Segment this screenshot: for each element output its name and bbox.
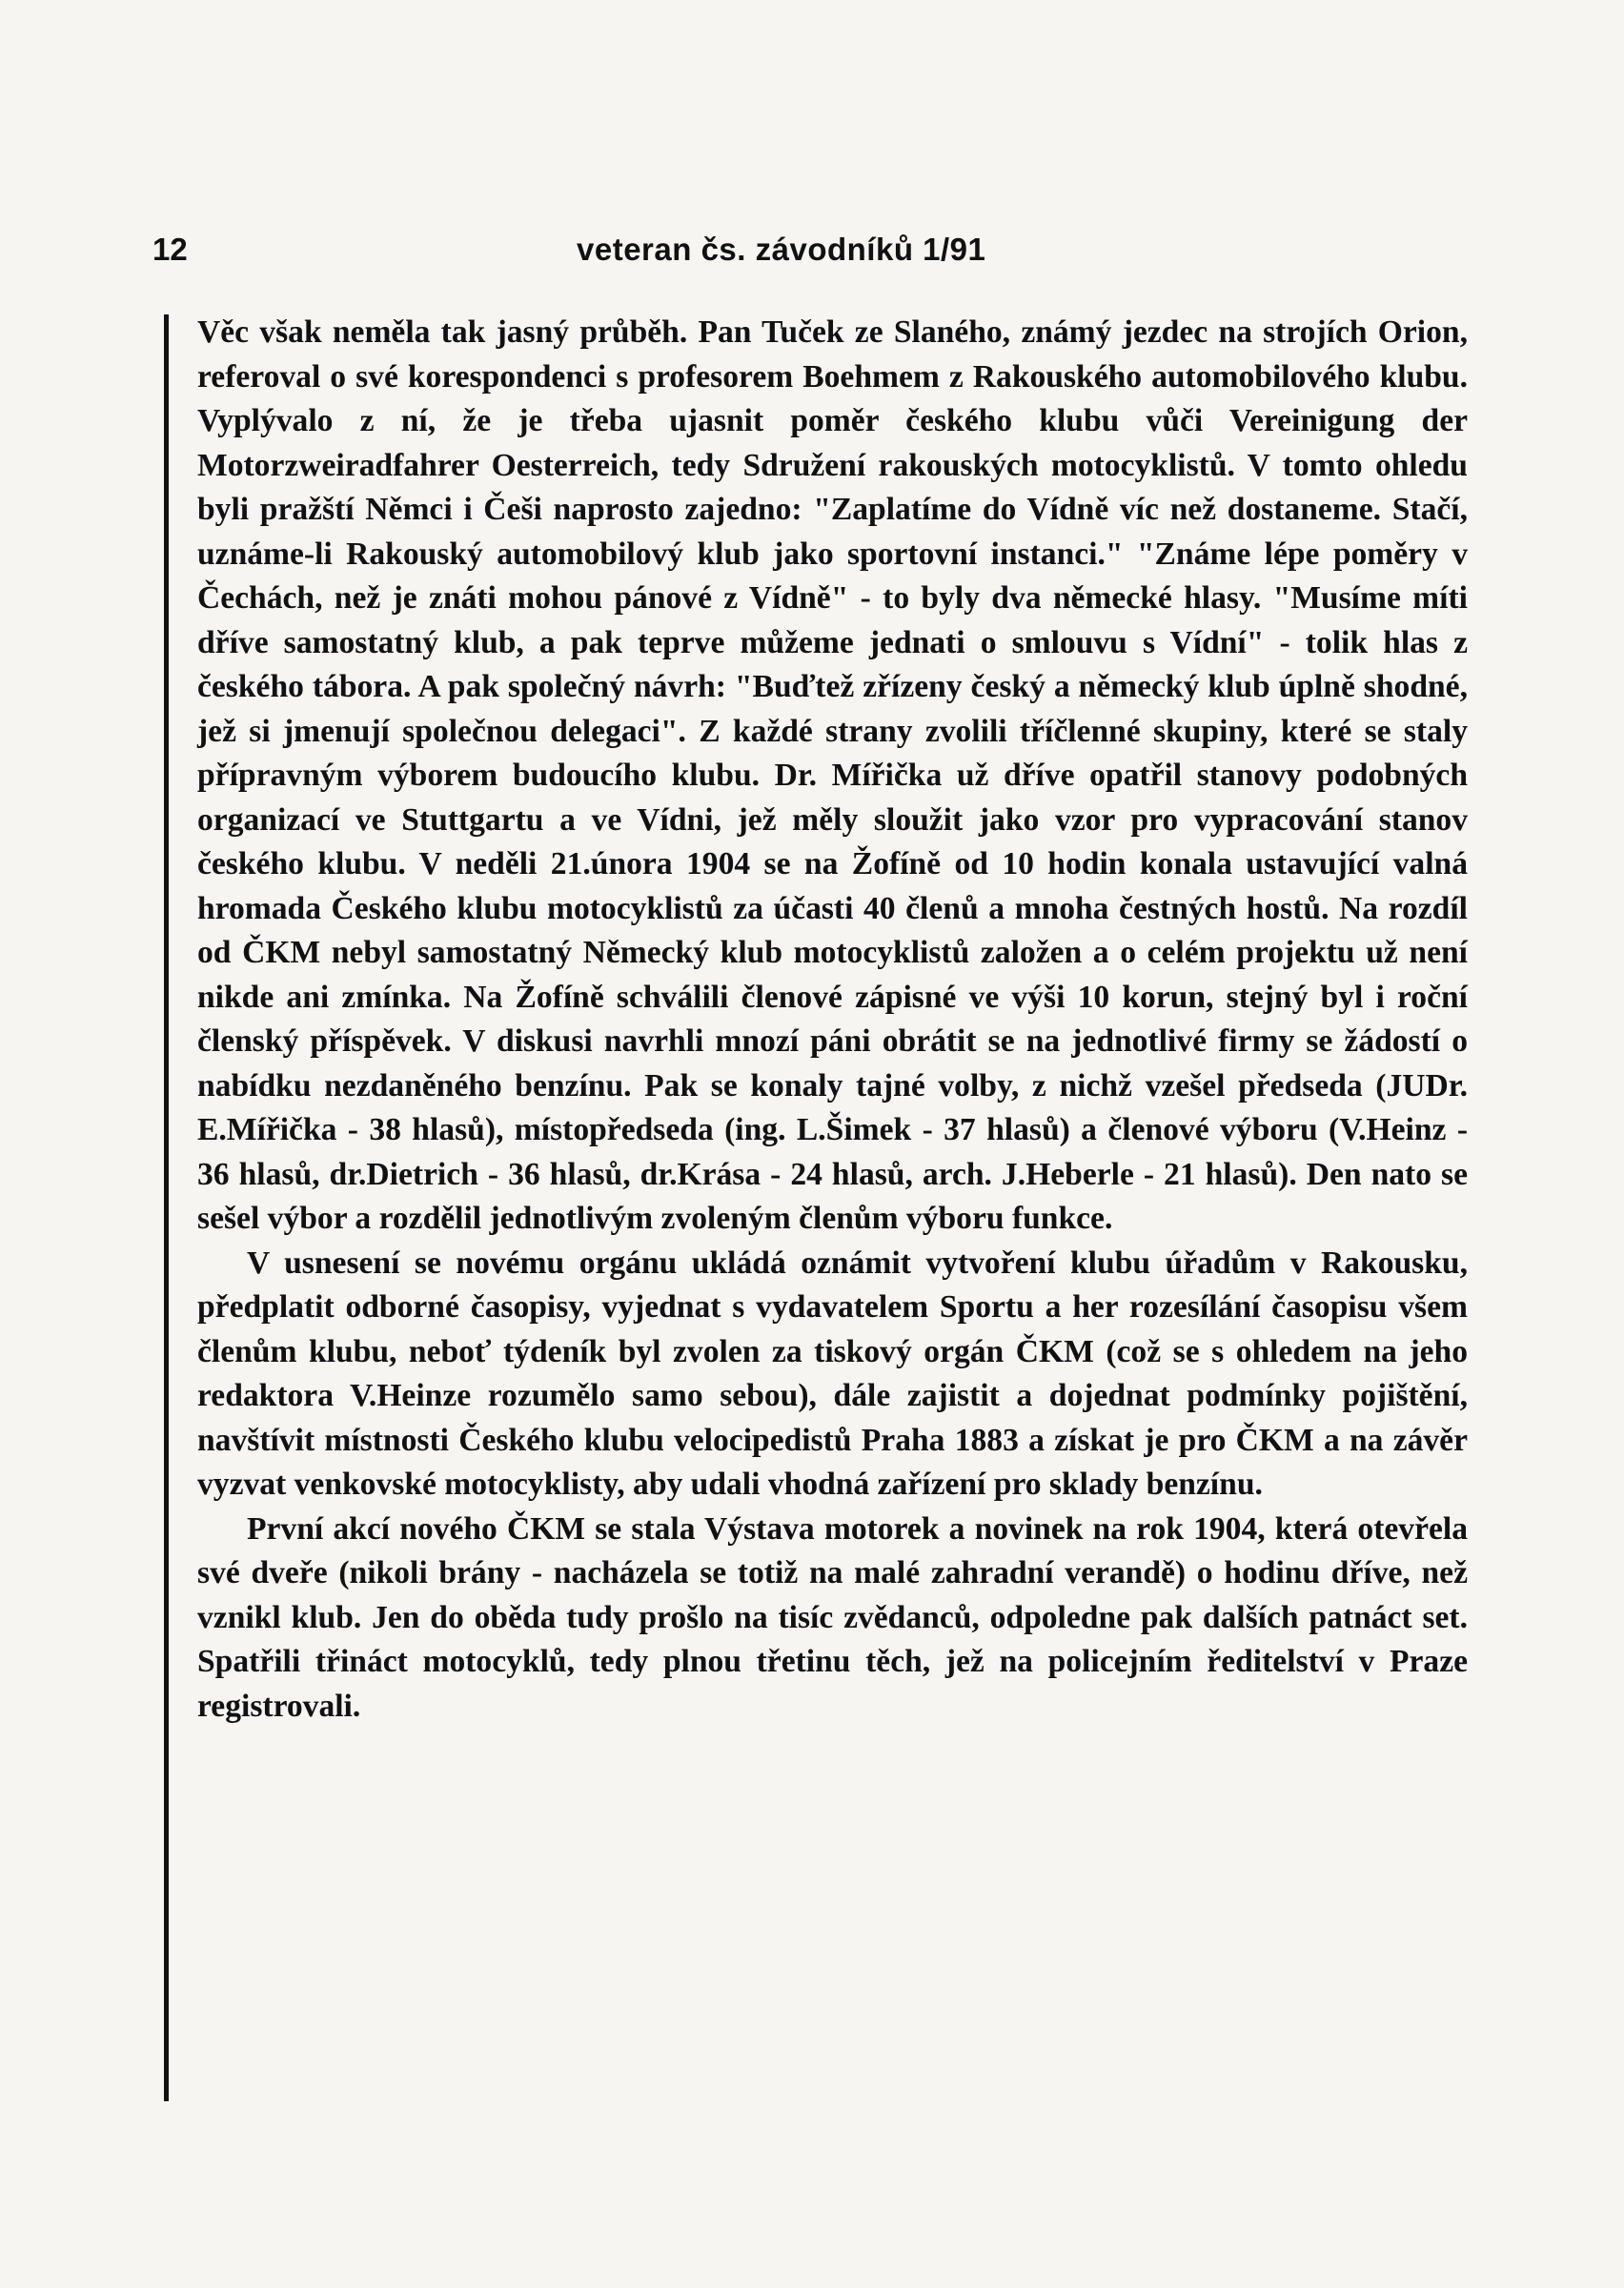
running-title: veteran čs. závodníků 1/91: [577, 232, 986, 267]
paragraph-1: Věc však neměla tak jasný průběh. Pan Tuček ze Slaného, známý jezdec na strojích Orion, referoval o své korespondenci s profesorem Boehmem z Rakouského automobilového klubu. Vyplývalo z ní, že je třeba ujasnit poměr českého klubu vůči Vereinigung der Motorzweiradfahrer Oesterreich, tedy Sdružení rakouských motocyklistů. V tomto ohledu byli pražští Němci i Češi naprosto zajedno: "Zaplatíme do Vídně víc než dostaneme. Stačí, uznáme-li Rakouský automobilový klub jako sportovní instanci." "Známe lépe poměry v Čechách, než je znáti mohou pánové z Vídně" - to byly dva německé hlasy. "Musíme míti dříve samostatný klub, a pak teprve můžeme jednati o smlouvu s Vídní" - tolik hlas z českého tábora. A pak společný návrh: "Buďtež zřízeny český a německý klub úplně shodné, jež si jmenují společnou delegaci". Z každé strany zvolili tříčlenné skupiny, které se staly přípravným výborem budoucího klubu. Dr. Mířička už dříve opatřil stanovy podobných organizací ve Stuttgartu a ve Vídni, jež měly sloužit jako vzor pro vypracování stanov českého klubu. V neděli 21.února 1904 se na Žofíně od 10 hodin konala ustavující valná hromada Českého klubu motocyklistů za účasti 40 členů a mnoha čestných hostů. Na rozdíl od ČKM nebyl samostatný Německý klub motocyklistů založen a o celém projektu už není nikde ani zmínka. Na Žofíně schválili členové zápisné ve výši 10 korun, stejný byl i roční členský příspěvek. V diskusi navrhli mnozí páni obrátit se na jednotlivé firmy se žádostí o nabídku nezdaněného benzínu. Pak se konaly tajné volby, z nichž vzešel předseda (JUDr. E.Mířička - 38 hlasů), místopředseda (ing. L.Šimek - 37 hlasů) a členové výboru (V.Heinz - 36 hlasů, dr.Dietrich - 36 hlasů, dr.Krása - 24 hlasů, arch. J.Heberle - 21 hlasů). Den nato se sešel výbor a rozdělil jednotlivým zvoleným členům výboru funkce.: [197, 314, 1468, 1236]
page-header: [152, 232, 1496, 279]
article-body: [197, 311, 1468, 1729]
margin-rule: [164, 314, 169, 2101]
paragraph-2: V usnesení se novému orgánu ukládá oznámit vytvoření klubu úřadům v Rakousku, předplatit odborné časopisy, vyjednat s vydavatelem Sportu a her rozesílání časopisu všem členům klubu, neboť týdeník byl zvolen za tiskový orgán ČKM (což se s ohledem na jeho redaktora V.Heinze rozumělo samo sebou), dále zajistit a dojednat podmínky pojištění, navštívit místnosti Českého klubu velocipedistů Praha 1883 a získat je pro ČKM a na závěr vyzvat venkovské motocyklisty, aby udali vhodná zařízení pro sklady benzínu.: [197, 1245, 1468, 1502]
page-number: 12: [152, 232, 188, 267]
paragraph-3: První akcí nového ČKM se stala Výstava motorek a novinek na rok 1904, která otevřela své dveře (nikoli brány - nacházela se totiž na malé zahradní verandě) o hodinu dříve, než vznikl klub. Jen do oběda tudy prošlo na tisíc zvědanců, odpoledne pak dalších patnáct set. Spatřili třináct motocyklů, tedy plnou třetinu těch, jež na policejním ředitelství v Praze registrovali.: [197, 1510, 1468, 1724]
